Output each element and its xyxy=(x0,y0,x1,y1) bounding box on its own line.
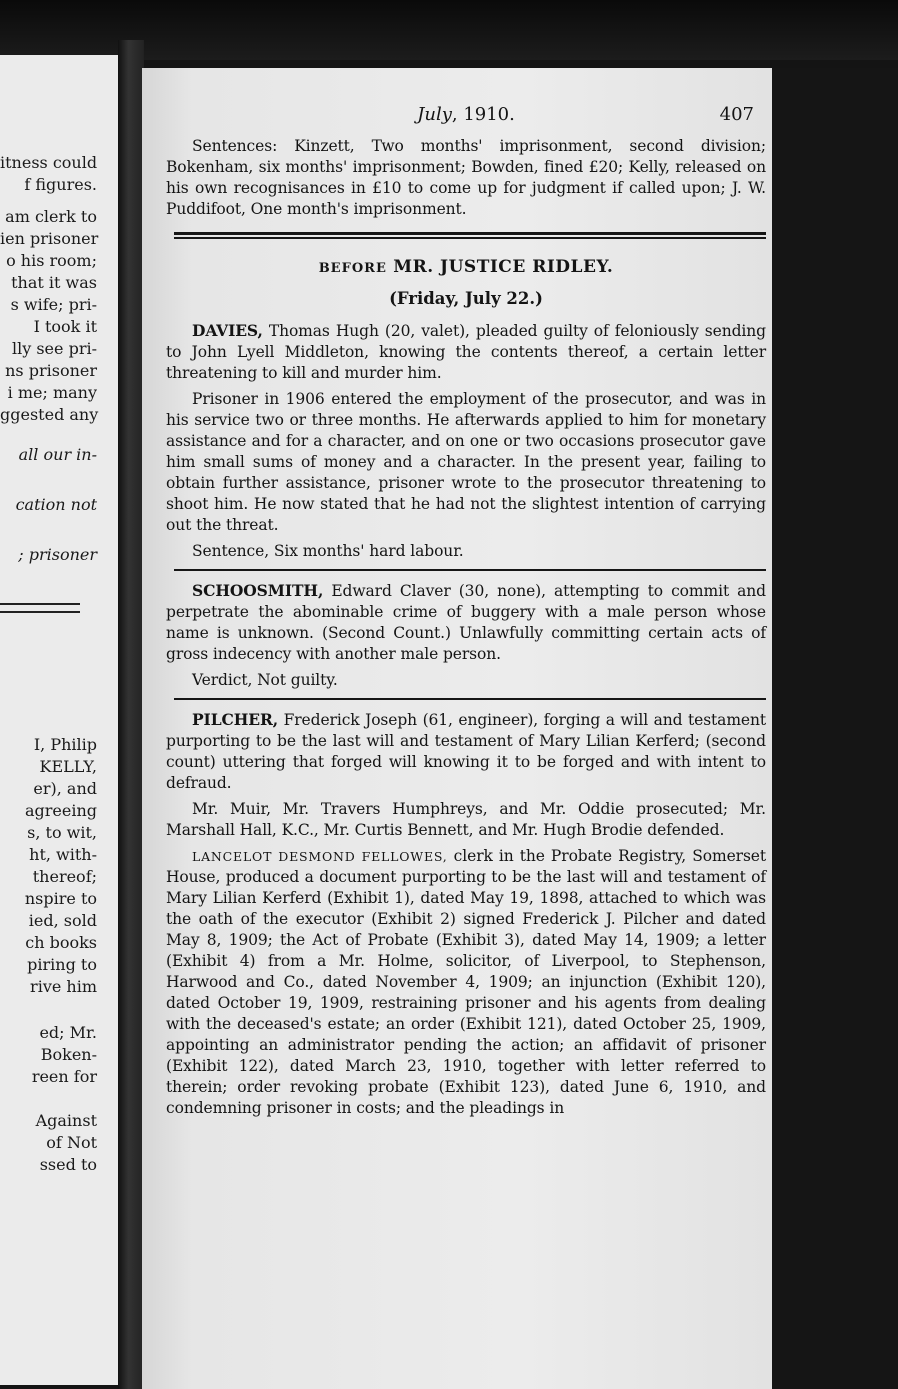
left-page-line: itness could xyxy=(0,153,98,172)
case-davies-sentence: Sentence, Six months' hard labour. xyxy=(192,542,464,560)
page-number: 407 xyxy=(719,104,754,125)
left-page-line: f figures. xyxy=(24,175,97,194)
case-pilcher-counsel: Mr. Muir, Mr. Travers Humphreys, and Mr. Oddie prosecuted; Mr. Marshall Hall, K.C., Mr. Curtis Bennett, and Mr. Hugh Brodie defended. xyxy=(166,800,766,839)
left-page-line: o his room; xyxy=(6,251,97,270)
case-divider xyxy=(174,698,766,700)
left-page-line: thereof; xyxy=(32,867,97,886)
left-page-line: am clerk to xyxy=(5,207,97,226)
left-page-line: lly see pri- xyxy=(11,339,97,358)
defendant-name: DAVIES, xyxy=(192,321,263,340)
court-heading: BEFORE MR. JUSTICE RIDLEY. xyxy=(318,257,614,277)
page-content xyxy=(166,104,766,1119)
left-page-line: ggested any xyxy=(0,405,99,424)
left-page-line: piring to xyxy=(27,955,97,974)
left-page-line: s wife; pri- xyxy=(10,295,97,314)
book-gutter xyxy=(118,40,144,1389)
left-page-line: reen for xyxy=(31,1067,97,1086)
left-page-rule xyxy=(0,603,80,605)
left-page-line: cation not xyxy=(15,495,97,514)
left-page-line: i me; many xyxy=(7,383,97,402)
left-page-line: ch books xyxy=(25,933,97,952)
sentences-paragraph: Sentences: Kinzett, Two months' imprisonment, second division; Bokenham, six months' imprisonment; Bowden, fined £20; Kelly, released on his own recognisances in £10 to come up for judgment if called upon; J. W. Puddifoot, One month's imprisonment. xyxy=(166,137,766,218)
left-page-line: that it was xyxy=(11,273,97,292)
case-schoosmith-charge: SCHOOSMITH, Edward Claver (30, none), attempting to commit and perpetrate the abominable crime of buggery with a male person whose name is unknown. (Second Count.) Unlawfully committing certain acts of gross indecency with another male person. xyxy=(166,581,766,663)
sitting-date: (Friday, July 22.) xyxy=(389,289,543,308)
left-page-line: ien prisoner xyxy=(0,229,99,248)
left-page-rule xyxy=(0,611,80,613)
case-davies-facts: Prisoner in 1906 entered the employment of the prosecutor, and was in his service two or three months. He afterwards applied to him for monetary assistance and for a character, and on one or two occasions prosecutor gave him small sums of money and a character. In the present year, failing to obtain further assistance, prisoner wrote to the prosecutor threatening to shoot him. He now stated that he had not the slightest intention of carrying out the threat. xyxy=(166,390,766,534)
left-page-line: Boken- xyxy=(40,1045,97,1064)
running-header xyxy=(166,104,766,134)
left-page-line: nspire to xyxy=(24,889,97,908)
case-pilcher-charge: PILCHER, Frederick Joseph (61, engineer), forging a will and testament purporting to be the last will and testament of Mary Lilian Kerferd; (second count) uttering that forged will knowing it to be forged and with intent to defraud. xyxy=(166,710,766,792)
background-edge xyxy=(772,68,898,1389)
left-page-line: agreeing xyxy=(24,801,97,820)
left-page-line: all our in- xyxy=(18,445,97,464)
case-schoosmith-verdict: Verdict, Not guilty. xyxy=(192,671,338,689)
left-page-line: Against xyxy=(35,1111,97,1130)
header-date: July, 1910. xyxy=(417,104,515,125)
left-page-line: ssed to xyxy=(39,1155,97,1174)
left-page-line: ; prisoner xyxy=(18,545,97,564)
right-page xyxy=(142,68,772,1389)
left-page-line: ns prisoner xyxy=(5,361,97,380)
witness-name: LANCELOT DESMOND FELLOWES, xyxy=(192,849,448,864)
left-page-line: s, to wit, xyxy=(27,823,97,842)
left-page-line: of Not xyxy=(46,1133,97,1152)
defendant-name: PILCHER, xyxy=(192,710,279,729)
left-page-line: ht, with- xyxy=(29,845,97,864)
left-page-line: KELLY, xyxy=(39,757,97,776)
left-page-line: I, Philip xyxy=(33,735,97,754)
defendant-name: SCHOOSMITH, xyxy=(192,581,324,600)
left-page-line: ied, sold xyxy=(28,911,97,930)
left-page-line: I took it xyxy=(33,317,97,336)
case-divider xyxy=(174,569,766,571)
left-page-line: er), and xyxy=(33,779,97,798)
left-page-fragment xyxy=(0,55,120,1385)
left-page-line: rive him xyxy=(30,977,97,996)
case-pilcher-witness: LANCELOT DESMOND FELLOWES, clerk in the Probate Registry, Somerset House, produced a document purporting to be the last will and testament of Mary Lilian Kerferd (Exhibit 1), dated May 19, 1898, attached to which was the oath of the executor (Exhibit 2) signed Frederick J. Pilcher and dated May 8, 1909; the Act of Probate (Exhibit 3), dated May 14, 1909; a letter (Exhibit 4) from a Mr. Holme, solicitor, of Liverpool, to Stephenson, Harwood and Co., dated November 4, 1909; an injunction (Exhibit 120), dated October 19, 1909, restraining prisoner and his agents from dealing with the deceased's estate; an order (Exhibit 121), dated October 25, 1909, appointing an administrator pending the action; an affidavit of prisoner (Exhibit 122), dated March 23, 1910, together with letter referred to therein; order revoking probate (Exhibit 123), dated June 6, 1910, and condemning prisoner in costs; and the pleadings in xyxy=(166,847,767,1117)
case-davies-charge: DAVIES, Thomas Hugh (20, valet), pleaded guilty of feloniously sending to John Lyell Middleton, knowing the contents thereof, a certain letter threatening to kill and murder him. xyxy=(166,321,766,382)
section-double-rule xyxy=(174,232,766,239)
left-page-line: ed; Mr. xyxy=(39,1023,97,1042)
